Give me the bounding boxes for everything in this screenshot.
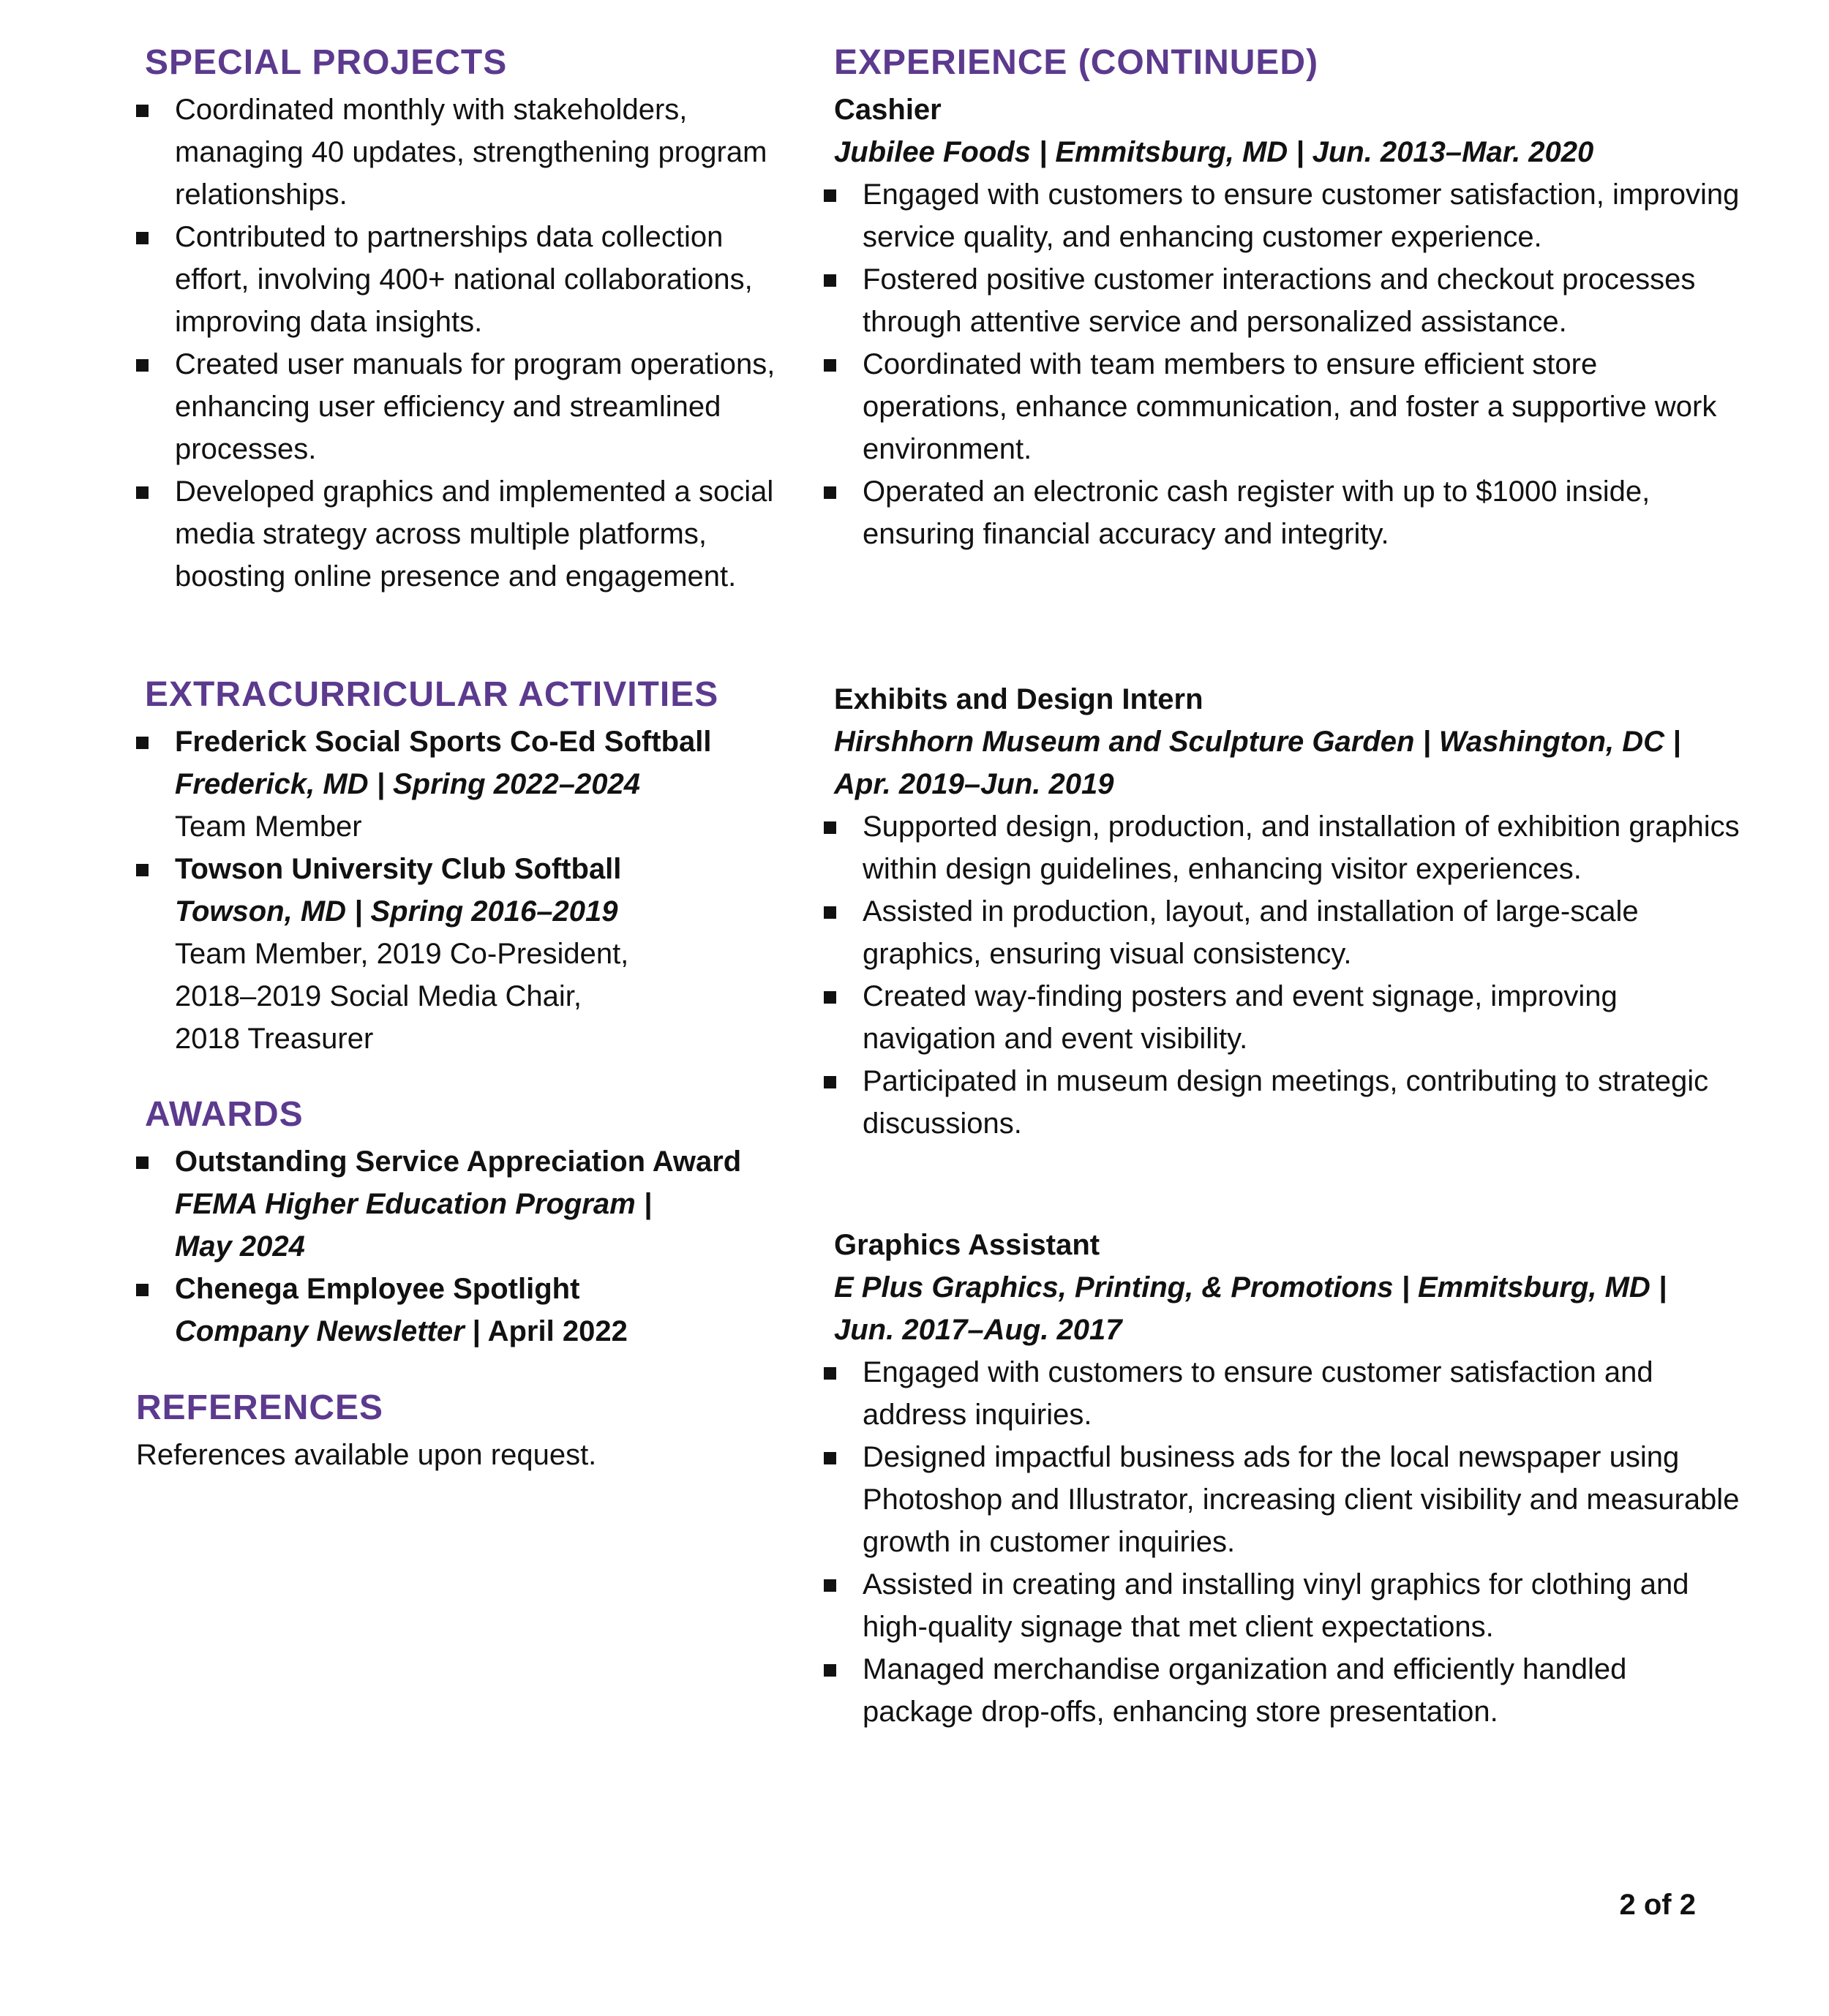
- award-meta: May 2024: [175, 1230, 305, 1263]
- list-item: Coordinated with team members to ensure efficient store operations, enhance communication, and foster a supportive work environment.: [824, 343, 1741, 470]
- bullet-square-icon: [824, 1367, 836, 1380]
- list-item: Contributed to partnerships data collection effort, involving 400+ national collaborations, improving data insights.: [136, 216, 780, 343]
- award-name: Chenega Employee Spotlight: [175, 1273, 580, 1305]
- job-entry: [834, 89, 1741, 555]
- bullet-square-icon: [824, 1664, 836, 1677]
- activity-role: Team Member: [175, 810, 362, 843]
- job-bullets: [824, 805, 1741, 1145]
- list-item: Engaged with customers to ensure customer satisfaction and address inquiries.: [824, 1351, 1741, 1436]
- list-item: Created user manuals for program operations, enhancing user efficiency and streamlined processes.: [136, 343, 780, 470]
- references-heading: REFERENCES: [136, 1388, 384, 1427]
- job-title: Exhibits and Design Intern: [834, 683, 1203, 715]
- list-item: Assisted in production, layout, and installation of large-scale graphics, ensuring visual consistency.: [824, 890, 1741, 975]
- awards-heading: AWARDS: [145, 1095, 304, 1134]
- bullet-square-icon: [136, 232, 149, 244]
- job-title: Cashier: [834, 94, 942, 126]
- list-item: Operated an electronic cash register with up to $1000 inside, ensuring financial accuracy and integrity.: [824, 470, 1741, 555]
- bullet-square-icon: [824, 486, 836, 499]
- bullet-square-icon: [136, 105, 149, 117]
- bullet-square-icon: [824, 189, 836, 202]
- list-item: Participated in museum design meetings, contributing to strategic discussions.: [824, 1060, 1741, 1145]
- job-org: Jubilee Foods | Emmitsburg, MD | Jun. 2013–Mar. 2020: [834, 136, 1594, 168]
- activity-role: Team Member, 2019 Co-President,: [175, 938, 629, 970]
- job-dates: Apr. 2019–Jun. 2019: [834, 768, 1114, 800]
- activity-name: Towson University Club Softball: [175, 853, 622, 885]
- awards-list: [136, 1140, 780, 1353]
- experience-heading: EXPERIENCE (CONTINUED): [834, 43, 1319, 82]
- bullet-square-icon: [824, 906, 836, 919]
- list-item: Fostered positive customer interactions and checkout processes through attentive service and personalized assistance.: [824, 258, 1741, 343]
- page-number: 2 of 2: [1619, 1889, 1696, 1921]
- bullet-square-icon: [136, 486, 149, 499]
- list-item: [136, 848, 780, 1060]
- list-item: [136, 1140, 780, 1268]
- bullet-square-icon: [824, 274, 836, 287]
- list-item: Created way-finding posters and event signage, improving navigation and event visibility.: [824, 975, 1741, 1060]
- job-dates: Jun. 2017–Aug. 2017: [834, 1314, 1122, 1346]
- award-meta: Company Newsletter | April 2022: [175, 1315, 628, 1347]
- list-item: Designed impactful business ads for the local newspaper using Photoshop and Illustrator, increasing client visibility and measurable growth in customer inquiries.: [824, 1436, 1741, 1563]
- job-entry: [834, 678, 1741, 1145]
- bullet-square-icon: [824, 1579, 836, 1592]
- list-item: [136, 1268, 780, 1353]
- special-projects-list: [136, 89, 780, 598]
- job-bullets: [824, 1351, 1741, 1733]
- list-item: Developed graphics and implemented a social media strategy across multiple platforms, boosting online presence and engagement.: [136, 470, 780, 598]
- job-title: Graphics Assistant: [834, 1229, 1100, 1261]
- award-name: Outstanding Service Appreciation Award: [175, 1146, 742, 1178]
- award-meta: FEMA Higher Education Program |: [175, 1188, 652, 1220]
- list-item: Engaged with customers to ensure customer satisfaction, improving service quality, and enhancing customer experience.: [824, 173, 1741, 258]
- extracurricular-heading: EXTRACURRICULAR ACTIVITIES: [145, 675, 719, 714]
- bullet-square-icon: [824, 821, 836, 834]
- special-projects-heading: SPECIAL PROJECTS: [145, 43, 508, 82]
- activity-role: 2018 Treasurer: [175, 1023, 374, 1055]
- activity-name: Frederick Social Sports Co-Ed Softball: [175, 726, 712, 758]
- list-item: Coordinated monthly with stakeholders, managing 40 updates, strengthening program relationships.: [136, 89, 780, 216]
- bullet-square-icon: [136, 359, 149, 372]
- bullet-square-icon: [824, 1452, 836, 1464]
- list-item: Managed merchandise organization and efficiently handled package drop-offs, enhancing store presentation.: [824, 1648, 1741, 1733]
- job-entry: [834, 1224, 1741, 1733]
- extracurricular-list: [136, 721, 780, 1060]
- activity-meta: Frederick, MD | Spring 2022–2024: [175, 768, 640, 800]
- bullet-square-icon: [824, 991, 836, 1004]
- job-bullets: [824, 173, 1741, 555]
- list-item: [136, 721, 780, 848]
- bullet-square-icon: [136, 1156, 149, 1169]
- activity-role: 2018–2019 Social Media Chair,: [175, 980, 582, 1012]
- bullet-square-icon: [824, 359, 836, 372]
- activity-meta: Towson, MD | Spring 2016–2019: [175, 895, 618, 928]
- references-text: References available upon request.: [136, 1439, 597, 1471]
- bullet-square-icon: [136, 737, 149, 749]
- bullet-square-icon: [136, 1284, 149, 1296]
- job-org: E Plus Graphics, Printing, & Promotions | Emmitsburg, MD |: [834, 1271, 1667, 1304]
- list-item: Assisted in creating and installing vinyl graphics for clothing and high-quality signage that met client expectations.: [824, 1563, 1741, 1648]
- job-org: Hirshhorn Museum and Sculpture Garden | Washington, DC |: [834, 726, 1681, 758]
- list-item: Supported design, production, and installation of exhibition graphics within design guidelines, enhancing visitor experiences.: [824, 805, 1741, 890]
- bullet-square-icon: [824, 1076, 836, 1088]
- bullet-square-icon: [136, 864, 149, 876]
